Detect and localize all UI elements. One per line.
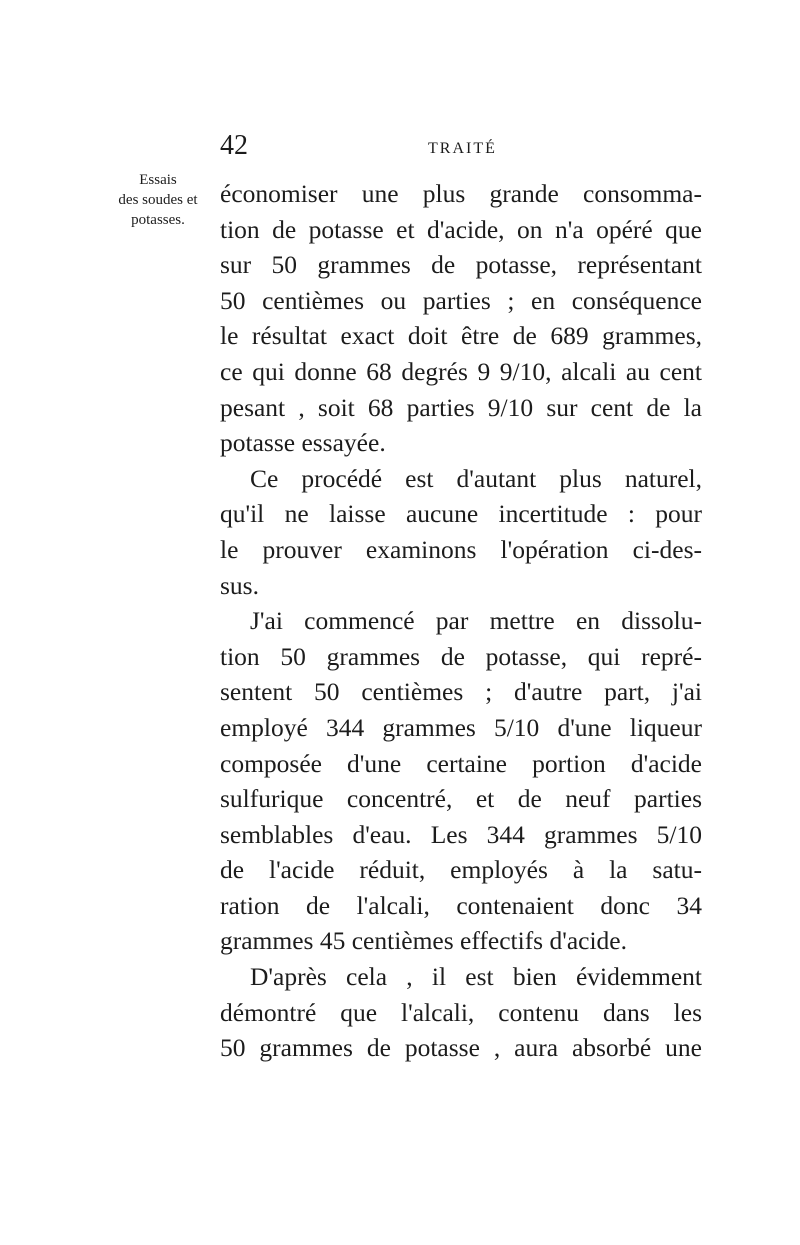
page-number: 42	[220, 130, 248, 161]
margin-note-line: des soudes et	[118, 192, 198, 208]
text-line: semblables d'eau. Les 344 grammes 5/10	[220, 819, 702, 849]
text-line: composée d'une certaine portion d'acide	[220, 748, 702, 778]
text-line: Ce procédé est d'autant plus naturel,	[250, 463, 702, 493]
text-line: sus.	[220, 570, 259, 600]
text-line: de l'acide réduit, employés à la satu-	[220, 855, 702, 885]
text-line: économiser une plus grande consomma-	[220, 179, 702, 208]
text-line: tion 50 grammes de potasse, qui repré-	[220, 641, 702, 671]
margin-note-line: Essais	[139, 172, 177, 188]
text-line: qu'il ne laisse aucune incertitude : pour	[220, 499, 702, 529]
body-text	[220, 176, 702, 1066]
text-line: ration de l'alcali, contenaient donc 34	[220, 890, 702, 920]
text-line: sur 50 grammes de potasse, représentant	[220, 250, 702, 280]
text-line: pesant , soit 68 parties 9/10 sur cent de la	[220, 392, 702, 422]
running-head: TRAITÉ	[428, 140, 497, 157]
text-line: sentent 50 centièmes ; d'autre part, j'ai	[220, 677, 702, 707]
margin-note	[102, 170, 214, 230]
text-line: 50 centièmes ou parties ; en conséquence	[220, 285, 702, 315]
text-line: grammes 45 centièmes effectifs d'acide.	[220, 926, 627, 956]
page-header	[220, 130, 700, 164]
text-line: sulfurique concentré, et de neuf parties	[220, 784, 702, 814]
text-line: le résultat exact doit être de 689 grammes,	[220, 321, 702, 351]
text-line: tion de potasse et d'acide, on n'a opéré que	[220, 214, 702, 244]
text-line: démontré que l'alcali, contenu dans les	[220, 997, 702, 1027]
text-line: le prouver examinons l'opération ci-des-	[220, 534, 702, 564]
text-line: D'après cela , il est bien évidemment	[250, 962, 702, 992]
text-line: ce qui donne 68 degrés 9 9/10, alcali au cent	[220, 356, 702, 386]
text-line: employé 344 grammes 5/10 d'une liqueur	[220, 712, 702, 742]
margin-note-line: potasses.	[131, 212, 185, 228]
text-line: potasse essayée.	[220, 428, 386, 458]
text-line: J'ai commencé par mettre en dissolu-	[250, 606, 702, 636]
text-line: 50 grammes de potasse , aura absorbé une	[220, 1033, 702, 1063]
